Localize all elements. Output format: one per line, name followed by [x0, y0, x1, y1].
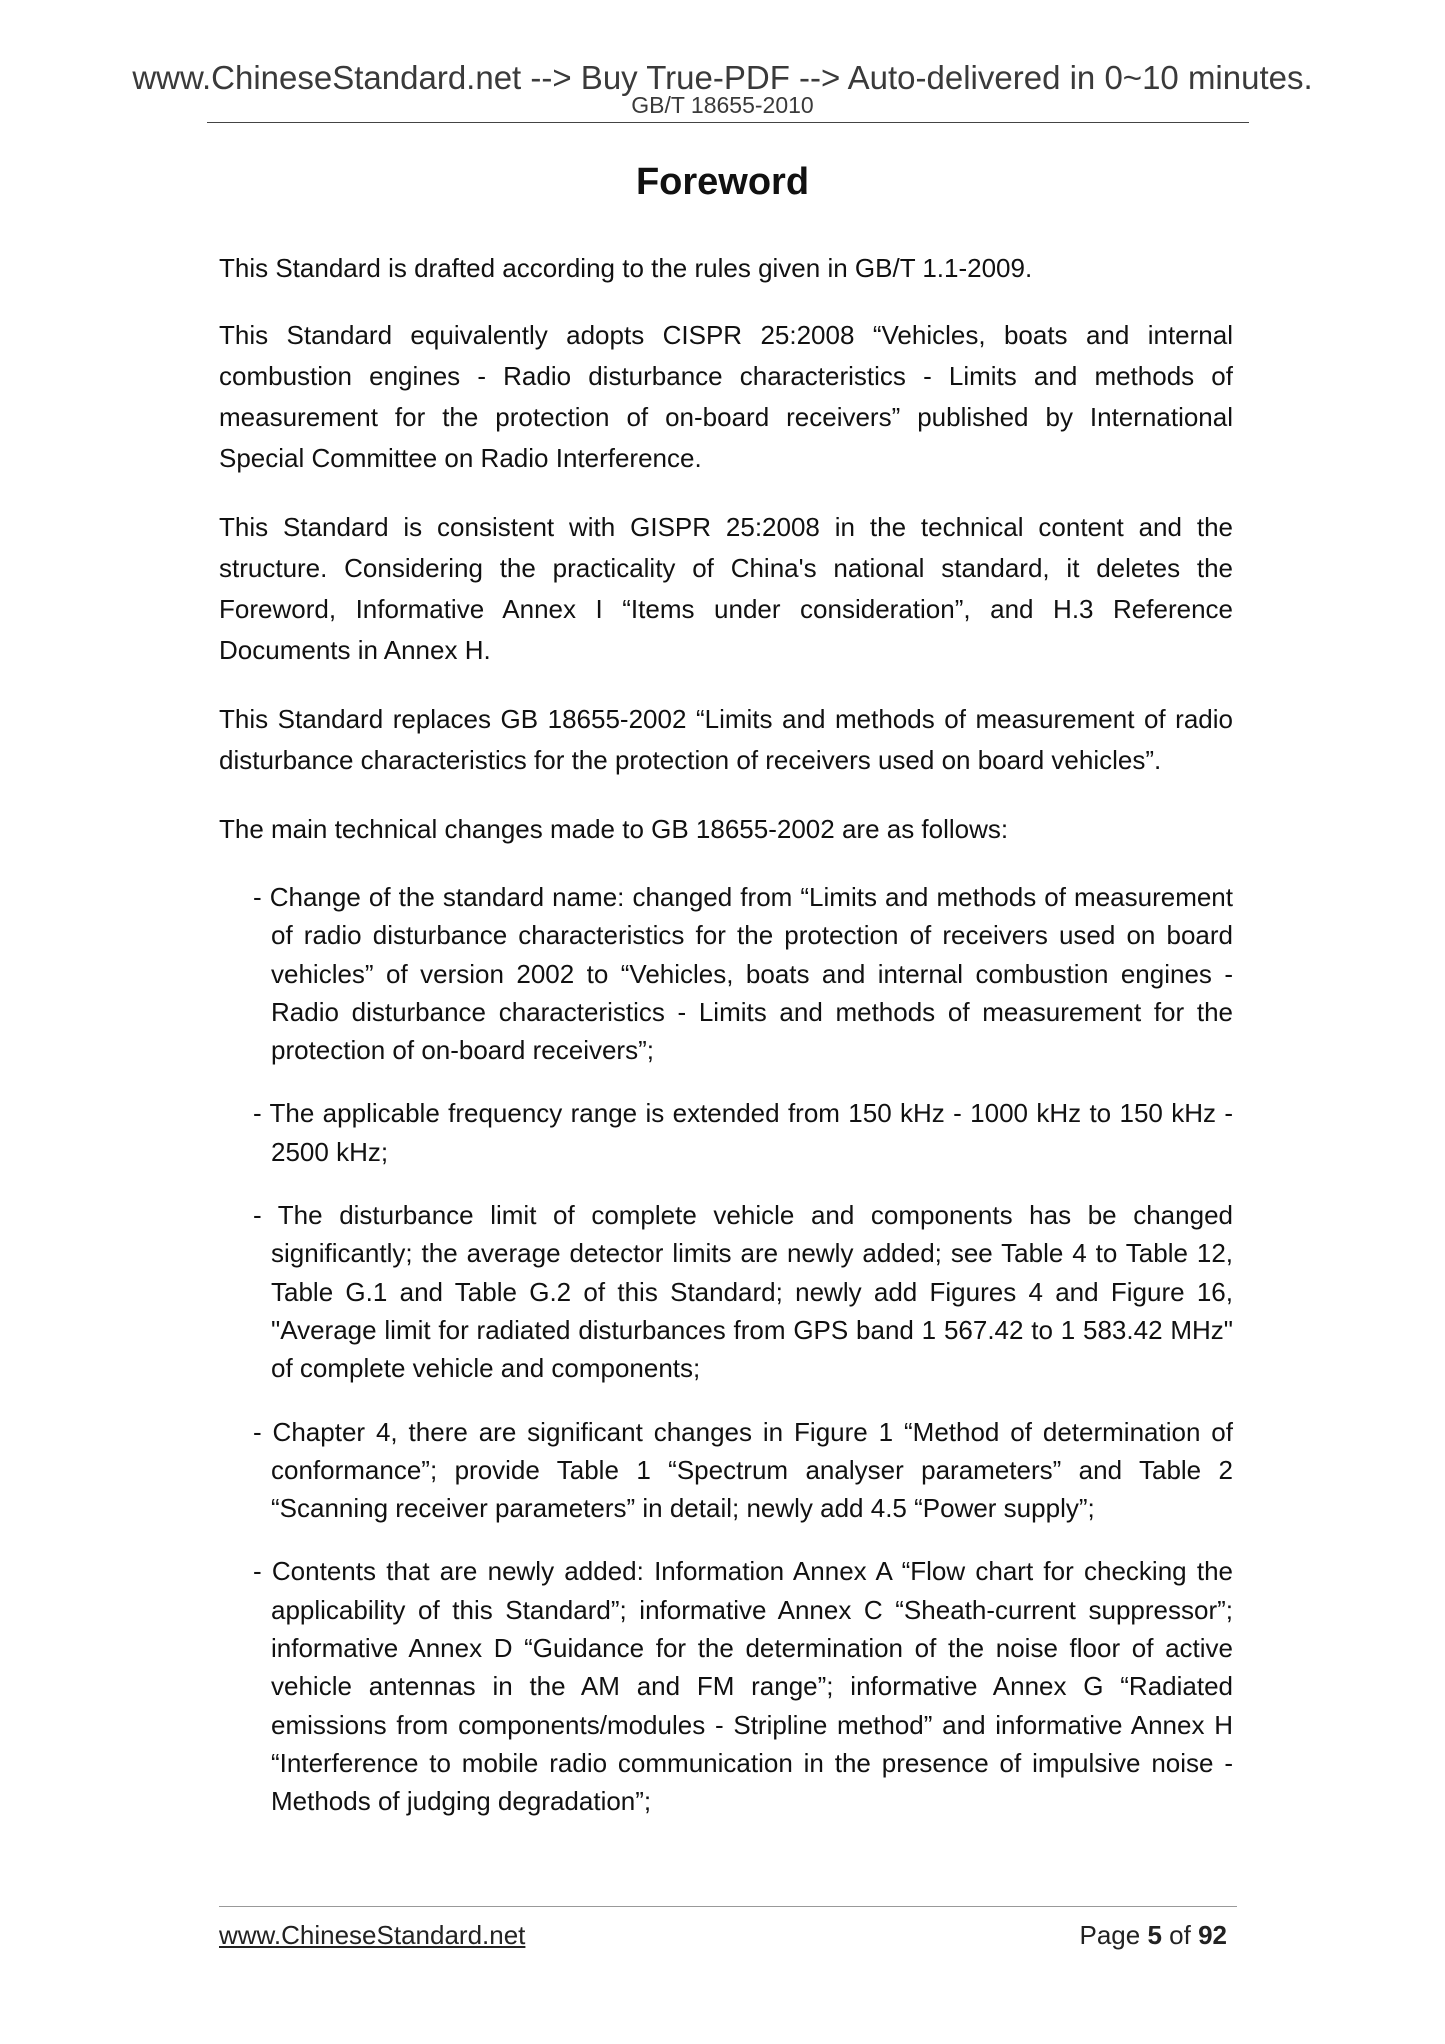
paragraph-replacement: This Standard replaces GB 18655-2002 “Limits and methods of measurement of radio disturbance characteristics for the protection of receivers used on board vehicles”. [219, 704, 1233, 775]
current-page-number: 5 [1147, 1920, 1162, 1950]
document-body [219, 248, 1233, 1846]
paragraph-adoption: This Standard equivalently adopts CISPR 25:2008 “Vehicles, boats and internal combustion engines - Radio disturbance characteristics - Limits and methods of measurement for the protection of on-board receivers” published by International Special Committee on Radio Interference. [219, 320, 1233, 473]
paragraph-drafting-rules: This Standard is drafted according to the rules given in GB/T 1.1-2009. [219, 253, 1033, 283]
document-id: GB/T 18655-2010 [631, 92, 814, 118]
paragraph-changes-intro: The main technical changes made to GB 18655-2002 are as follows: [219, 814, 1009, 844]
footer-divider [219, 1906, 1237, 1907]
footer-website-link[interactable]: www.ChineseStandard.net [219, 1920, 526, 1950]
list-item-frequency-range: - The applicable frequency range is extended from 150 kHz - 1000 kHz to 150 kHz - 2500 kHz; [253, 1098, 1233, 1167]
paragraph-consistency: This Standard is consistent with GISPR 25:2008 in the technical content and the structure. Considering the practicality of China's national standard, it deletes the Foreword, Informative Annex I “Items under consideration”, and H.3 Reference Documents in Annex H. [219, 512, 1233, 665]
page-label: Page [1079, 1920, 1141, 1950]
header-divider [207, 122, 1249, 123]
list-item-new-annexes: - Contents that are newly added: Information Annex A “Flow chart for checking the applicability of this Standard”; informative Annex C “Sheath-current suppressor”; informative Annex D “Guidance for the determination of the noise floor of active vehicle antennas in the AM and FM range”; informative Annex G “Radiated emissions from components/modules - Stripline method” and informative Annex H “Interference to mobile radio communication in the presence of impulsive noise - Methods of judging degradation”; [253, 1556, 1233, 1817]
list-item-standard-name: - Change of the standard name: changed from “Limits and methods of measurement of radio disturbance characteristics for the protection of receivers used on board vehicles” of version 2002 to “Vehicles, boats and internal combustion engines - Radio disturbance characteristics - Limits and methods of measurement for the protection of on-board receivers”; [253, 882, 1233, 1066]
header-banner-link[interactable]: www.ChineseStandard.net --> Buy True-PDF --> Auto-delivered in 0~10 minutes. [132, 59, 1313, 96]
total-pages-number: 92 [1198, 1920, 1227, 1950]
list-item-chapter-4: - Chapter 4, there are significant changes in Figure 1 “Method of determination of conformance”; provide Table 1 “Spectrum analyser parameters” and Table 2 “Scanning receiver parameters” in detail; newly add 4.5 “Power supply”; [253, 1416, 1233, 1524]
page-title: Foreword [635, 161, 810, 203]
page-number-indicator [1079, 1918, 1227, 1952]
of-label: of [1169, 1920, 1191, 1950]
list-item-disturbance-limit: - The disturbance limit of complete vehicle and components has be changed significantly; the average detector limits are newly added; see Table 4 to Table 12, Table G.1 and Table G.2 of this Standard; newly add Figures 4 and Figure 16, "Average limit for radiated disturbances from GPS band 1 567.42 to 1 583.42 MHz" of complete vehicle and components; [253, 1200, 1233, 1384]
